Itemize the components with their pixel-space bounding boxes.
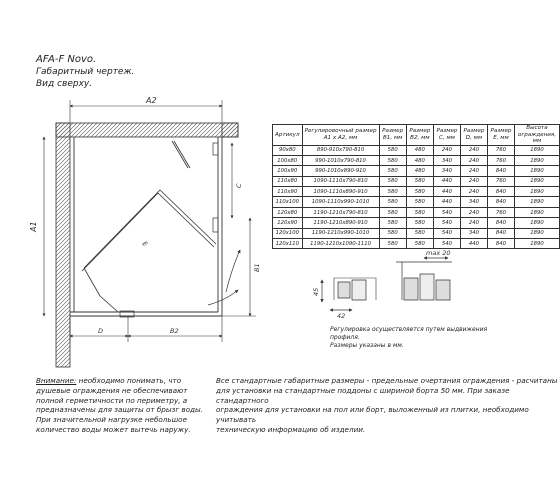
table-cell: 110x100	[273, 197, 303, 207]
table-row	[273, 197, 560, 207]
table-cell: 1890	[514, 187, 559, 197]
table-cell: 240	[460, 218, 487, 228]
table-row	[273, 155, 560, 165]
table-row	[273, 187, 560, 197]
table-cell: 580	[379, 207, 406, 217]
table-cell: 1190-1210x890-910	[302, 218, 379, 228]
table-cell: 540	[433, 218, 460, 228]
table-header-cell: Артикул	[273, 125, 303, 146]
table-cell: 440	[433, 197, 460, 207]
table-cell: 240	[460, 176, 487, 186]
table-cell: 340	[433, 155, 460, 165]
door-swing-arc	[226, 250, 240, 292]
table-cell: 480	[406, 166, 433, 176]
table-cell: 840	[487, 187, 514, 197]
warning-line-2: душевые ограждения не обеспечивают	[36, 385, 188, 395]
table-header-cell: Размер E, мм	[487, 125, 514, 146]
table-cell: 760	[487, 155, 514, 165]
table-cell: 580	[379, 197, 406, 207]
table-cell: 840	[487, 239, 514, 249]
right-wall-stub	[222, 123, 238, 137]
table-cell: 1890	[514, 228, 559, 238]
table-cell: 580	[406, 187, 433, 197]
table-cell: 1090-1110x890-910	[302, 187, 379, 197]
table-cell: 1090-1110x790-810	[302, 176, 379, 186]
warning-line-4: предназначены для защиты от брызг воды.	[36, 405, 203, 415]
table-cell: 580	[406, 176, 433, 186]
profile-detail	[322, 258, 452, 310]
table-cell: 240	[460, 145, 487, 155]
profile-note-line: Размеры указаны в мм.	[330, 342, 404, 349]
table-cell: 760	[487, 145, 514, 155]
table-cell: 340	[433, 166, 460, 176]
table-cell: 580	[406, 218, 433, 228]
table-header-cell: Размер C, мм	[433, 125, 460, 146]
b2-label: B2	[170, 327, 179, 335]
table-header-cell: Высота ограждения, мм	[514, 125, 559, 146]
table-cell: 440	[433, 187, 460, 197]
dimension-d-b2	[70, 316, 222, 342]
table-cell: 890-910x790-810	[302, 145, 379, 155]
table-cell: 1890	[514, 155, 559, 165]
table-row	[273, 207, 560, 217]
table-cell: 580	[379, 218, 406, 228]
table-cell: 340	[460, 197, 487, 207]
table-cell: 240	[460, 166, 487, 176]
side-wall-profile	[213, 143, 218, 155]
table-cell: 110x80	[273, 176, 303, 186]
table-cell: 540	[433, 239, 460, 249]
profile-note-line: Регулировка осуществляется путем выдвижения	[330, 326, 488, 333]
table-cell: 1890	[514, 218, 559, 228]
a1-label: A1	[29, 221, 38, 232]
c-label: C	[235, 183, 243, 188]
table-header-row	[273, 125, 560, 146]
warning-line-6: количество воды может вытечь наружу.	[36, 424, 191, 434]
table-header-cell: Размер B2, мм	[406, 125, 433, 146]
drawing-view-label: Вид сверху.	[36, 79, 93, 89]
table-cell: 480	[406, 155, 433, 165]
top-wall	[56, 123, 238, 137]
d45-label: 45	[312, 287, 320, 296]
table-cell: 90x80	[273, 145, 303, 155]
table-cell: 580	[406, 228, 433, 238]
table-cell: 1890	[514, 197, 559, 207]
warning-label: Внимание:	[36, 376, 77, 385]
general-note-line-1: Все стандартные габаритные размеры - предельные очертания ограждения - расчитаны	[216, 376, 558, 385]
profile-note-line: профиля.	[330, 334, 360, 341]
table-cell: 1190-1210x790-810	[302, 207, 379, 217]
table-row	[273, 228, 560, 238]
table-cell: 1890	[514, 166, 559, 176]
table-cell: 440	[460, 239, 487, 249]
warning-line	[36, 376, 203, 386]
table-cell: 580	[406, 239, 433, 249]
table-body	[273, 145, 560, 249]
table-cell: 1890	[514, 239, 559, 249]
general-note	[216, 376, 560, 435]
table-cell: 760	[487, 176, 514, 186]
table-cell: 1890	[514, 145, 559, 155]
table-cell: 580	[379, 155, 406, 165]
max20-label: max 20	[426, 249, 451, 257]
table-header-cell: Размер B1, мм	[379, 125, 406, 146]
side-wall-profile-bottom	[213, 218, 218, 232]
table-cell: 580	[379, 176, 406, 186]
profile-note	[330, 326, 487, 350]
drawing-title: AFA-F Novo.	[36, 54, 97, 65]
table-cell: 580	[406, 197, 433, 207]
table-cell: 580	[379, 145, 406, 155]
b1-label: B1	[253, 263, 261, 272]
table-header-cell: Регулировочный размер A1 x A2, мм	[302, 125, 379, 146]
dimension-b1	[222, 218, 256, 316]
table-cell: 990-1010x790-810	[302, 155, 379, 165]
general-note-line-4: техническую информацию об изделии.	[216, 424, 366, 434]
table-cell: 1090-1110x990-1010	[302, 197, 379, 207]
warning-note	[36, 376, 203, 435]
d-label: D	[98, 327, 104, 335]
table-cell: 240	[460, 207, 487, 217]
table-cell: 480	[406, 145, 433, 155]
door-panel	[82, 141, 216, 312]
warning-line-5: При значительной нагрузке небольшое	[36, 415, 188, 425]
drawing-subtitle: Габаритный чертеж.	[36, 67, 135, 77]
table-header-cell: Размер D, мм	[460, 125, 487, 146]
table-cell: 120x90	[273, 218, 303, 228]
d42-label: 42	[337, 312, 346, 320]
table-cell: 120x100	[273, 228, 303, 238]
table-cell: 840	[487, 228, 514, 238]
warning-line-3: полной герметичности по периметру, а	[36, 395, 188, 405]
table-row	[273, 176, 560, 186]
table-cell: 110x90	[273, 187, 303, 197]
table-cell: 100x90	[273, 166, 303, 176]
table-cell: 580	[379, 228, 406, 238]
table-cell: 540	[433, 228, 460, 238]
table-cell: 580	[379, 166, 406, 176]
table-cell: 1190-1210x1090-1110	[302, 239, 379, 249]
size-table	[272, 124, 560, 249]
table-row	[273, 145, 560, 155]
table-cell: 240	[460, 187, 487, 197]
table-row	[273, 239, 560, 249]
table-cell: 840	[487, 166, 514, 176]
warning-line-1: необходимо понимать, что	[76, 376, 182, 385]
table-cell: 1890	[514, 176, 559, 186]
table-cell: 120x80	[273, 207, 303, 217]
table-cell: 240	[460, 155, 487, 165]
table-cell: 840	[487, 197, 514, 207]
table-cell: 580	[406, 207, 433, 217]
a2-label: A2	[146, 96, 157, 105]
table-cell: 580	[379, 239, 406, 249]
table-cell: 760	[487, 207, 514, 217]
table-cell: 840	[487, 218, 514, 228]
door-swing-arc-2	[208, 290, 238, 305]
table-row	[273, 218, 560, 228]
general-note-line-3: ограждения для установки на пол или борт, выложенный из плитки, необходимо учитывать	[216, 405, 529, 425]
table-row	[273, 166, 560, 176]
table-cell: 120x110	[273, 239, 303, 249]
enclosure-outline	[70, 137, 222, 316]
table-cell: 540	[433, 207, 460, 217]
left-wall	[56, 123, 70, 367]
table-cell: 240	[433, 145, 460, 155]
table-cell: 100x80	[273, 155, 303, 165]
table-cell: 340	[460, 228, 487, 238]
table-cell: 440	[433, 176, 460, 186]
table-cell: 1190-1210x990-1010	[302, 228, 379, 238]
general-note-line-2: для установки на стандартные поддоны с шириной борта 50 мм. При заказе стандартного	[216, 385, 510, 405]
table-cell: 580	[379, 187, 406, 197]
e-label: E	[140, 239, 150, 249]
table-cell: 1890	[514, 207, 559, 217]
table-cell: 990-1010x890-910	[302, 166, 379, 176]
